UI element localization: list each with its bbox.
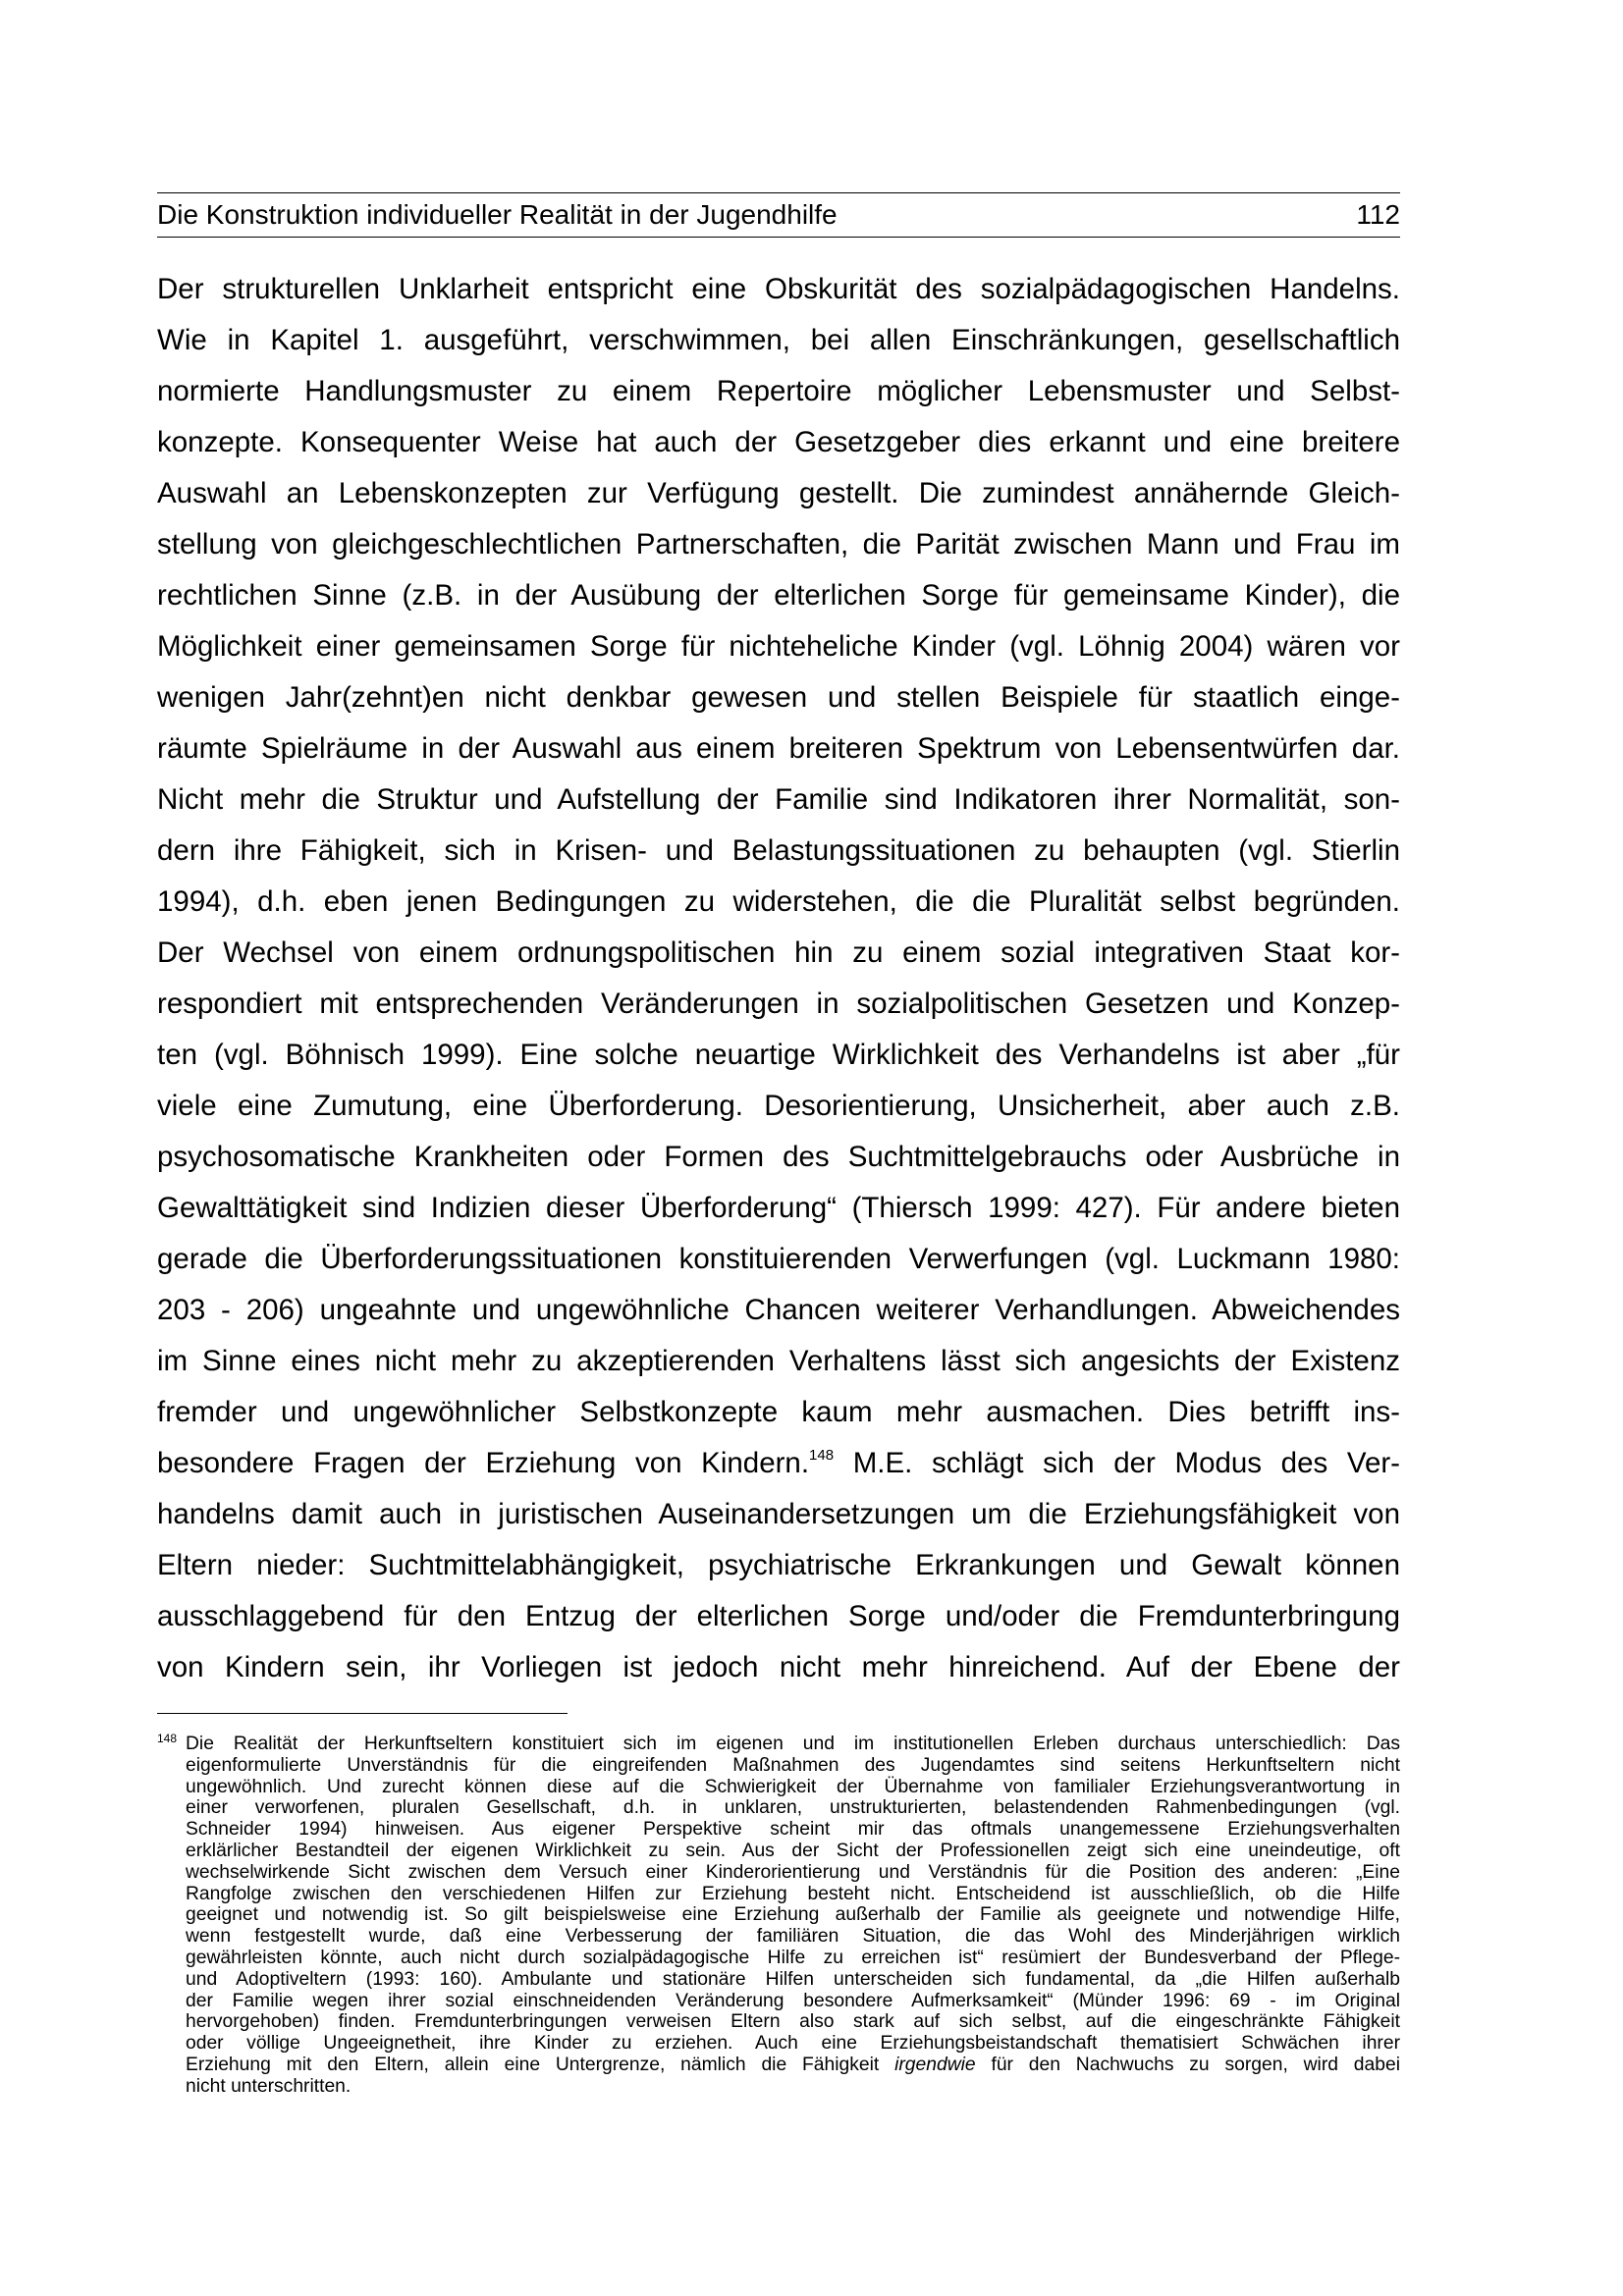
footnote-separator <box>157 1713 568 1714</box>
footnote-line: oder völlige Ungeeignetheit, ihre Kinder zu erziehen. Auch eine Erziehungsbeistandschaft thematisiert Schwächen ihrer <box>186 2033 1400 2055</box>
footnote-line: der Familie wegen ihrer sozial einschneidenden Veränderung besondere Aufmerksamkeit“ (Münder 1996: 69 - im Original <box>186 1990 1400 2011</box>
footnote-text-segment: Erziehung mit den Eltern, allein eine Untergrenze, nämlich die Fähigkeit <box>186 2054 895 2075</box>
body-line: Der strukturellen Unklarheit entspricht eine Obskurität des sozialpädagogischen Handelns. <box>157 273 1400 305</box>
body-line: gerade die Überforderungssituationen konstituierenden Verwerfungen (vgl. Luckmann 1980: <box>157 1243 1400 1275</box>
body-line: psychosomatische Krankheiten oder Formen des Suchtmittelgebrauchs oder Ausbrüche in <box>157 1141 1400 1173</box>
body-line: 1994), d.h. eben jenen Bedingungen zu widerstehen, die die Pluralität selbst begründen. <box>157 885 1400 918</box>
emphasized-word: irgendwie <box>894 2054 976 2075</box>
footnote-text-segment: für den Nachwuchs zu sorgen, wird dabei <box>975 2054 1400 2075</box>
body-line: ausschlaggebend für den Entzug der elterlichen Sorge und/oder die Fremdunterbringung <box>157 1600 1400 1632</box>
footnote-line: wenn festgestellt wurde, daß eine Verbesserung der familiären Situation, die das Wohl des Minderjährigen wirklich <box>186 1926 1400 1948</box>
body-line: Wie in Kapitel 1. ausgeführt, verschwimmen, bei allen Einschränkungen, gesellschaftlich <box>157 324 1400 356</box>
body-line-with-footnote-ref <box>157 1438 1400 1489</box>
body-text-segment: besondere Fragen der Erziehung von Kindern. <box>157 1447 810 1479</box>
main-paragraph <box>157 264 1400 1693</box>
body-line: wenigen Jahr(zehnt)en nicht denkbar gewesen und stellen Beispiele für staatlich einge- <box>157 681 1400 714</box>
footnote-line: ungewöhnlich. Und zurecht können diese auf die Schwierigkeit der Übernahme von familialer Erziehungsverantwortung in <box>186 1776 1400 1797</box>
body-line: fremder und ungewöhnlicher Selbstkonzepte kaum mehr ausmachen. Dies betrifft ins- <box>157 1396 1400 1428</box>
footnote-line: wechselwirkende Sicht zwischen dem Versuch einer Kinderorientierung und Verständnis für die Position des anderen: „Eine <box>186 1861 1400 1883</box>
footnote-reference[interactable]: 148 <box>809 1447 835 1464</box>
body-line: 203 - 206) ungeahnte und ungewöhnliche Chancen weiterer Verhandlungen. Abweichendes <box>157 1294 1400 1326</box>
footnote-line: Rangfolge zwischen den verschiedenen Hilfen zur Erziehung besteht nicht. Entscheidend ist ausschließlich, ob die Hilfe <box>186 1883 1400 1904</box>
footnote-line: hervorgehoben) finden. Fremdunterbringungen verweisen Eltern also stark auf sich selbst, auf die eingeschränkte Fähigkeit <box>186 2011 1400 2033</box>
body-line: rechtlichen Sinne (z.B. in der Ausübung der elterlichen Sorge für gemeinsame Kinder), die <box>157 579 1400 612</box>
footnote-line: Die Realität der Herkunftseltern konstituiert sich im eigenen und im institutionellen Erleben durchaus unterschiedlich: Das <box>186 1734 1400 1754</box>
header-title: Die Konstruktion individueller Realität in der Jugendhilfe <box>157 199 838 230</box>
body-line: dern ihre Fähigkeit, sich in Krisen- und Belastungssituationen zu behaupten (vgl. Stierlin <box>157 834 1400 867</box>
body-line: viele eine Zumutung, eine Überforderung. Desorientierung, Unsicherheit, aber auch z.B. <box>157 1090 1400 1122</box>
body-line: konzepte. Konsequenter Weise hat auch der Gesetzgeber dies erkannt und eine breitere <box>157 426 1400 458</box>
body-line: Möglichkeit einer gemeinsamen Sorge für nichteheliche Kinder (vgl. Löhnig 2004) wären vor <box>157 630 1400 663</box>
body-line: Eltern nieder: Suchtmittelabhängigkeit, psychiatrische Erkrankungen und Gewalt können <box>157 1549 1400 1581</box>
body-line: stellung von gleichgeschlechtlichen Partnerschaften, die Parität zwischen Mann und Frau im <box>157 528 1400 561</box>
page-number: 112 <box>1356 199 1400 230</box>
body-line: Auswahl an Lebenskonzepten zur Verfügung gestellt. Die zumindest annähernde Gleich- <box>157 477 1400 509</box>
footnote-line: geeignet und notwendig ist. So gilt beispielsweise eine Erziehung außerhalb der Familie als geeignete und notwendige Hilfe, <box>186 1904 1400 1926</box>
footnote-line-with-emphasis <box>186 2055 1400 2076</box>
footnote-marker: 148 <box>157 1732 178 1745</box>
footnote-line: einer verworfenen, pluralen Gesellschaft, d.h. in unklaren, unstrukturierten, belastendenden Rahmenbedingungen (vgl. <box>186 1797 1400 1819</box>
body-line: Nicht mehr die Struktur und Aufstellung der Familie sind Indikatoren ihrer Normalität, son- <box>157 783 1400 816</box>
body-line: räumte Spielräume in der Auswahl aus einem breiteren Spektrum von Lebensentwürfen dar. <box>157 732 1400 765</box>
footnote-text <box>186 1734 1400 2098</box>
footnote-line: Schneider 1994) hinweisen. Aus eigener Perspektive scheint mir das oftmals unangemessene Erziehungsverhalten <box>186 1819 1400 1841</box>
footnote-line: erklärlicher Bestandteil der eigenen Wirklichkeit zu sein. Aus der Sicht der Professionellen zeigt sich eine uneindeutige, oft <box>186 1840 1400 1861</box>
body-line: normierte Handlungsmuster zu einem Repertoire möglicher Lebensmuster und Selbst- <box>157 375 1400 407</box>
body-line: ten (vgl. Böhnisch 1999). Eine solche neuartige Wirklichkeit des Verhandelns ist aber „für <box>157 1039 1400 1071</box>
body-text-segment: M.E. schlägt sich der Modus des Ver- <box>834 1447 1400 1479</box>
body-line: im Sinne eines nicht mehr zu akzeptierenden Verhaltens lässt sich angesichts der Existenz <box>157 1345 1400 1377</box>
running-header <box>157 192 1400 238</box>
footnote-line: gewährleisten könnte, auch nicht durch sozialpädagogische Hilfe zu erreichen ist“ resümiert der Bundesverband der Pflege- <box>186 1947 1400 1968</box>
footnote-line: eigenformulierte Unverständnis für die eingreifenden Maßnahmen des Jugendamtes sind seitens Herkunftseltern nicht <box>186 1754 1400 1776</box>
body-line: von Kindern sein, ihr Vorliegen ist jedoch nicht mehr hinreichend. Auf der Ebene der <box>157 1651 1400 1683</box>
body-line: respondiert mit entsprechenden Veränderungen in sozialpolitischen Gesetzen und Konzep- <box>157 988 1400 1020</box>
body-line: Gewalttätigkeit sind Indizien dieser Überforderung“ (Thiersch 1999: 427). Für andere bieten <box>157 1192 1400 1224</box>
footnote-line: und Adoptiveltern (1993: 160). Ambulante und stationäre Hilfen unterscheiden sich fundamental, da „die Hilfen außerhalb <box>186 1968 1400 1990</box>
body-line: Der Wechsel von einem ordnungspolitischen hin zu einem sozial integrativen Staat kor- <box>157 936 1400 969</box>
body-line: handelns damit auch in juristischen Auseinandersetzungen um die Erziehungsfähigkeit von <box>157 1498 1400 1530</box>
footnote-line: nicht unterschritten. <box>186 2075 352 2097</box>
